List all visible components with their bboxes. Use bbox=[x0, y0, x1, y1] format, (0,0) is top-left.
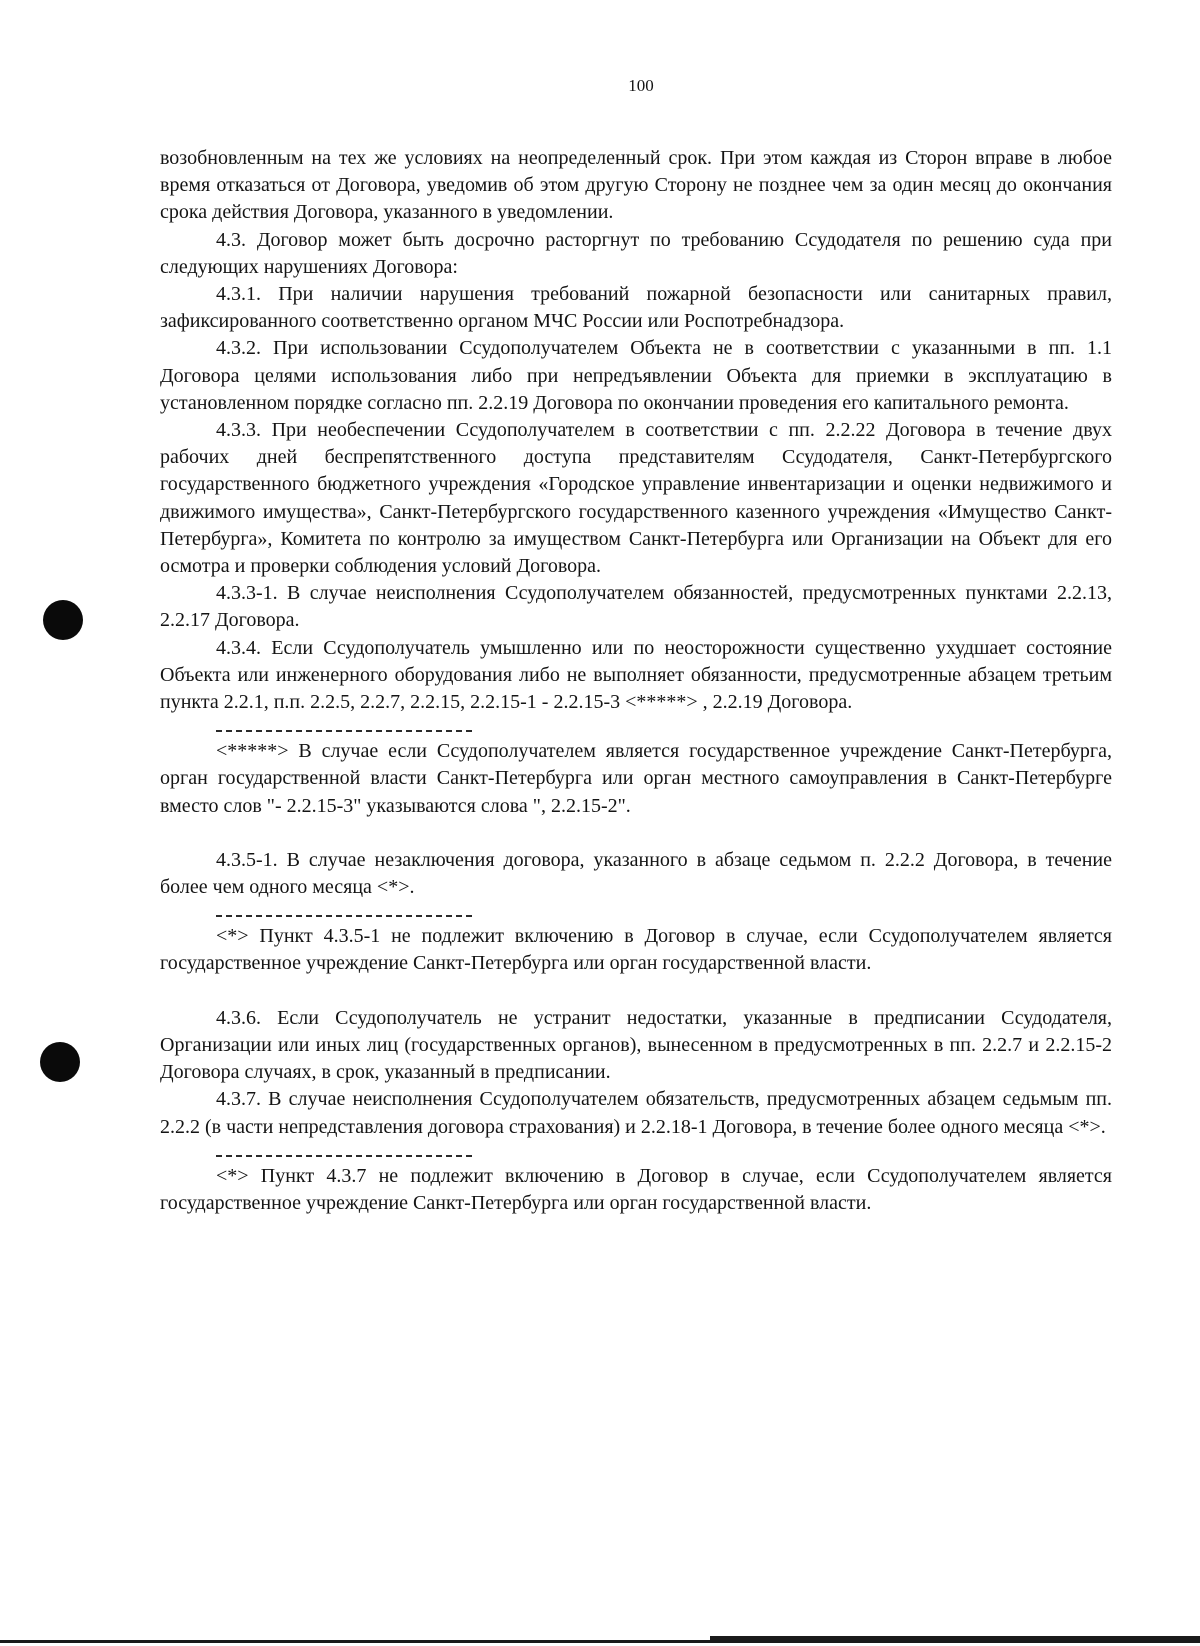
footnote-separator bbox=[216, 1141, 472, 1157]
page-number: 100 bbox=[628, 76, 654, 95]
paragraph-4-3-1: 4.3.1. При наличии нарушения требований пожарной безопасности или санитарных правил, зафиксированного соответственно органом МЧС России или Роспотребнадзора. bbox=[160, 283, 1112, 333]
paragraph-4-3-4: 4.3.4. Если Ссудополучатель умышленно или по неосторожности существенно ухудшает состояние Объекта или инженерного оборудования либо не выполняет обязанности, предусмотренные абзацем третьим пункта 2.2.1, п.п. 2.2.5, 2.2.7, 2.2.15, 2.2.15-1 - 2.2.15-3 <*****> , 2.2.19 Договора. bbox=[160, 636, 1112, 714]
scan-edge-line bbox=[0, 1640, 1200, 1643]
document-body bbox=[160, 145, 1112, 1217]
paragraph-4-3-3-1: 4.3.3-1. В случае неисполнения Ссудополучателем обязанностей, предусмотренных пунктами 2.2.13, 2.2.17 Договора. bbox=[160, 582, 1112, 632]
spacer bbox=[160, 820, 1112, 847]
scan-edge-line bbox=[710, 1636, 1200, 1640]
footnote-text: <*****> В случае если Ссудополучателем является государственное учреждение Санкт-Петербурга, орган государственной власти Санкт-Петербурга или орган местного самоуправления в Санкт-Петербурге вместо слов "- 2.2.15-3" указываются слова ", 2.2.15-2". bbox=[160, 740, 1112, 817]
footnote-separator bbox=[216, 901, 472, 917]
paragraph-4-3: 4.3. Договор может быть досрочно расторгнут по требованию Ссудодателя по решению суда при следующих нарушениях Договора: bbox=[160, 228, 1112, 278]
paragraph-4-3-2: 4.3.2. При использовании Ссудополучателем Объекта не в соответствии с указанными в пп. 1.1 Договора целями использования либо при непредъявлении Объекта для приемки в эксплуатацию в установленном порядке согласно пп. 2.2.19 Договора по окончании проведения его капитального ремонта. bbox=[160, 337, 1112, 414]
binder-hole-bottom bbox=[40, 1042, 80, 1082]
binder-hole-top bbox=[43, 600, 83, 640]
paragraph-4-3-3: 4.3.3. При необеспечении Ссудополучателем в соответствии с пп. 2.2.22 Договора в течение двух рабочих дней беспрепятственного доступа представителям Ссудодателя, Санкт-Петербургского государственного бюджетного учреждения «Городское управление инвентаризации и оценки недвижимого и движимого имущества», Санкт-Петербургского государственного казенного учреждения «Имущество Санкт-Петербурга», Комитета по контролю за имуществом Санкт-Петербурга или Организации на Объект для его осмотра и проверки соблюдения условий Договора. bbox=[160, 419, 1112, 578]
footnote-text: <*> Пункт 4.3.7 не подлежит включению в Договор в случае, если Ссудополучателем является государственное учреждение Санкт-Петербурга или орган государственной власти. bbox=[160, 1164, 1112, 1214]
spacer bbox=[160, 978, 1112, 1005]
paragraph-4-3-7: 4.3.7. В случае неисполнения Ссудополучателем обязательств, предусмотренных абзацем седьмым пп. 2.2.2 (в части непредставления договора страхования) и 2.2.18-1 Договора, в течение более одного месяца <*>. bbox=[160, 1088, 1112, 1138]
paragraph-continuation: возобновленным на тех же условиях на неопределенный срок. При этом каждая из Сторон вправе в любое время отказаться от Договора, уведомив об этом другую Сторону не позднее чем за один месяц до окончания срока действия Договора, указанного в уведомлении. bbox=[160, 147, 1112, 224]
footnote-separator bbox=[216, 716, 472, 732]
paragraph-4-3-5-1: 4.3.5-1. В случае незаключения договора, указанного в абзаце седьмом п. 2.2.2 Договора, в течение более чем одного месяца <*>. bbox=[160, 848, 1112, 899]
paragraph-4-3-6: 4.3.6. Если Ссудополучатель не устранит недостатки, указанные в предписании Ссудодателя, Организации или иных лиц (государственных органов), вынесенном в предусмотренных в пп. 2.2.7 и 2.2.15-2 Договора случаях, в срок, указанный в предписании. bbox=[160, 1006, 1112, 1084]
footnote-text: <*> Пункт 4.3.5-1 не подлежит включению в Договор в случае, если Ссудополучателем является государственное учреждение Санкт-Петербурга или орган государственной власти. bbox=[160, 925, 1112, 975]
